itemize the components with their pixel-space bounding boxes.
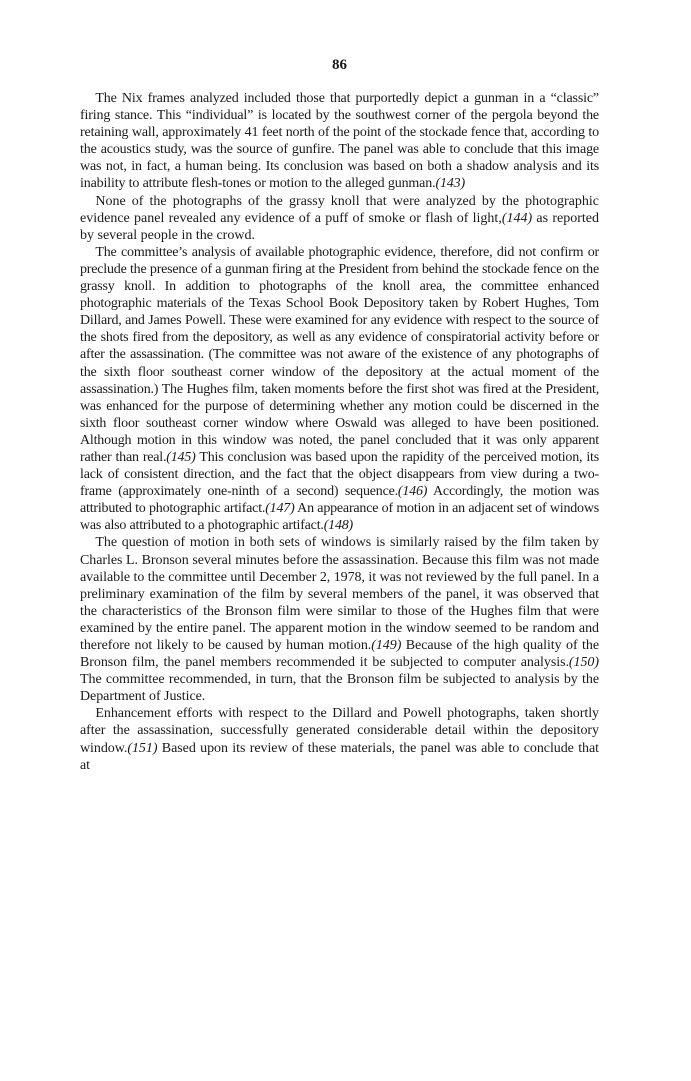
paragraph-bronson-film: [80, 534, 599, 705]
paragraph-grassy-knoll: [80, 193, 599, 244]
footnote-citation: (145): [166, 449, 196, 465]
paragraph-committee-analysis: [80, 244, 599, 535]
paragraph-text-tail: An appearance of motion in an adjacent set of windows was also attributed to a photographic artifact.: [80, 501, 600, 534]
footnote-citation: (151): [127, 740, 158, 756]
footnote-citation: (147): [265, 501, 295, 517]
footnote-citation: (143): [435, 176, 466, 192]
paragraph-text-tail: as reported by several people in the crowd.: [80, 210, 600, 243]
page-number: 86: [332, 57, 347, 73]
footnote-citation: (149): [371, 638, 402, 653]
paragraph-text: The committee’s analysis of available photographic evidence, therefore, did not confirm or preclude the presence of a gunman firing at the President from behind the stockade fence on the grassy knoll. In addition to photographs of the knoll area, the committee enhanced photographic materials of the Texas School Book Depository taken by Robert Hughes, Tom Dillard, and James Powell. These were examined for any evidence with respect to the source of the shots fired from the depository, as well as any evidence of conspiratorial activity before or after the assassination. (The committee was not aware of the existence of any photographs of the sixth floor southeast corner window of the depository at the actual moment of the assassination.) The Hughes film, taken moments before the first shot was fired at the President, was enhanced for the purpose of determining whether any motion could be discerned in the sixth floor southeast corner window where Oswald was alleged to have been positioned. Although motion in this window was noted, the panel concluded that it was only apparent rather than real.: [80, 244, 599, 465]
paragraph-text-tail: The committee recommended, in turn, that the Bronson film be subjected to analysis by the Department of Justice.: [80, 672, 599, 705]
paragraph-enhancement-efforts: [80, 705, 599, 773]
paragraph-text: The question of motion in both sets of windows is similarly raised by the film taken by Charles L. Bronson several minutes before the assassination. Because this film was not made available to the committee until December 2, 1978, it was not reviewed by the full panel. In a preliminary examination of the film by several members of the panel, it was observed that the characteristics of the Bronson film were similar to those of the Hughes film that were examined by the entire panel. The apparent motion in the window seemed to be random and therefore not likely to be caused by human motion.: [80, 535, 599, 653]
paragraph-text-tail: Based upon its review of these materials, the panel was able to conclude that at: [80, 740, 599, 773]
paragraph-text-tail: Because of the high quality of the Bronson film, the panel members recommended it be subjected to computer analysis.: [80, 638, 599, 671]
paragraph-text: Enhancement efforts with respect to the Dillard and Powell photographs, taken shortly after the assassination, successfully generated considerable detail within the depository window.: [80, 706, 599, 756]
paragraph-nix-frames: [80, 90, 599, 193]
paragraph-text: The Nix frames analyzed included those that purportedly depict a gunman in a “classic” firing stance. This “individual” is located by the southwest corner of the pergola beyond the retaining wall, approximately 41 feet north of the point of the stockade fence that, according to the acoustics study, was the source of gunfire. The panel was able to conclude that this image was not, in fact, a human being. Its conclusion was based on both a shadow analysis and its inability to attribute flesh-tones or motion to the alleged gunman.: [80, 91, 599, 192]
footnote-citation: (144): [501, 210, 533, 226]
footnote-citation: (148): [323, 518, 354, 534]
paragraph-text-tail: This conclusion was based upon the rapidity of the perceived motion, its lack of consistent direction, and the fact that the object disappears from view during a two-frame (approximately one-ninth of a second) sequence.: [80, 449, 599, 500]
paragraph-text: None of the photographs of the grassy knoll that were analyzed by the photographic evidence panel revealed any evidence of a puff of smoke or flash of light,: [80, 193, 599, 226]
footnote-citation: (150): [568, 655, 599, 671]
paragraph-text-tail: Accordingly, the motion was attributed to photographic artifact.: [80, 484, 599, 517]
footnote-citation: (146): [397, 484, 428, 500]
document-page: [80, 56, 599, 774]
